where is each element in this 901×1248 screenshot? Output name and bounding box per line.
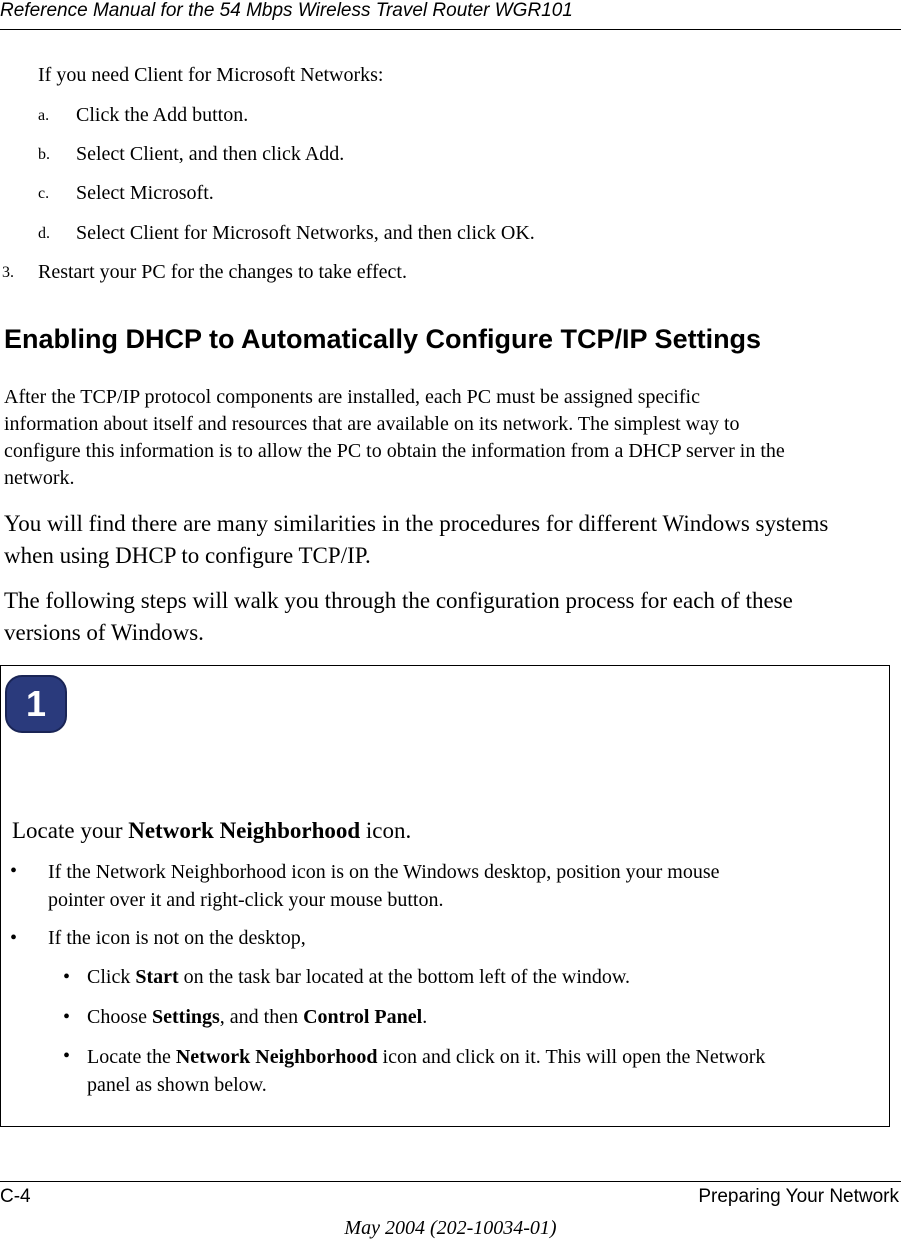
running-header-title: Reference Manual for the 54 Mbps Wireless Travel Router WGR101: [0, 0, 573, 21]
substep-c-marker: c.: [38, 185, 50, 202]
sub3-line-1: [87, 1043, 765, 1071]
locate-post: icon.: [360, 818, 412, 843]
sub2-post: .: [422, 1006, 428, 1028]
paragraph-similarities: [4, 508, 828, 572]
chapter-title: Preparing Your Network: [698, 1186, 899, 1207]
sub2-mid: , and then: [219, 1006, 304, 1028]
sub-bullet-network-neighborhood: [87, 1043, 765, 1099]
sub3-bold: Network Neighborhood: [175, 1046, 378, 1068]
sub3-pre: Locate the: [87, 1046, 176, 1068]
sub2-bold2: Control Panel: [303, 1006, 423, 1028]
sub-bullet-marker: •: [63, 966, 71, 988]
sub-bullet-settings: [87, 1006, 427, 1029]
header-divider: [0, 29, 901, 30]
step-3-marker: 3.: [2, 264, 14, 281]
substep-a-marker: a.: [38, 107, 50, 124]
sub-bullet-marker: •: [63, 1045, 71, 1067]
section-heading: Enabling DHCP to Automatically Configure TCP/IP Settings: [4, 324, 762, 354]
substep-c-text: Select Microsoft.: [76, 182, 214, 204]
footer-divider: [0, 1181, 901, 1182]
step-number-badge: [5, 675, 67, 733]
sub1-pre: Click: [87, 966, 136, 988]
locate-bold: Network Neighborhood: [128, 818, 361, 843]
sub1-bold: Start: [135, 966, 179, 988]
substep-b-marker: b.: [38, 146, 50, 163]
sub2-pre: Choose: [87, 1006, 152, 1028]
sub3-post: icon and click on it. This will open the Network: [377, 1046, 766, 1068]
paragraph-line: After the TCP/IP protocol components are installed, each PC must be assigned specific: [4, 386, 700, 408]
sub3-line-2: panel as shown below.: [87, 1074, 267, 1096]
paragraph-dhcp-intro: [4, 384, 785, 492]
bullet-not-desktop-text: If the icon is not on the desktop,: [48, 927, 306, 949]
paragraph-line: configure this information is to allow the PC to obtain the information from a DHCP server in the: [4, 440, 785, 462]
sub-bullet-marker: •: [63, 1006, 71, 1028]
paragraph-line: network.: [4, 467, 75, 489]
substep-a-text: Click the Add button.: [76, 104, 249, 126]
paragraph-following-steps: [4, 585, 793, 649]
step-3-text: Restart your PC for the changes to take effect.: [38, 261, 407, 283]
substep-d-text: Select Client for Microsoft Networks, and then click OK.: [76, 222, 535, 244]
substep-d-marker: d.: [38, 225, 50, 242]
intro-lead: If you need Client for Microsoft Networks:: [38, 64, 384, 86]
locate-instruction: [12, 818, 411, 844]
bullet-desktop-text: [48, 858, 720, 914]
sub1-post: on the task bar located at the bottom left of the window.: [178, 966, 631, 988]
bullet-marker: •: [10, 860, 18, 882]
bullet-line: pointer over it and right-click your mouse button.: [48, 889, 444, 911]
bullet-marker: •: [10, 927, 18, 949]
paragraph-line: The following steps will walk you through the configuration process for each of these: [4, 588, 793, 613]
locate-pre: Locate your: [12, 818, 129, 843]
paragraph-line: versions of Windows.: [4, 620, 204, 645]
paragraph-line: You will find there are many similarities in the procedures for different Windows systems: [4, 511, 829, 536]
substep-b-text: Select Client, and then click Add.: [76, 143, 345, 165]
paragraph-line: information about itself and resources that are available on its network. The simplest way to: [4, 413, 740, 435]
bullet-line: If the Network Neighborhood icon is on the Windows desktop, position your mouse: [48, 861, 720, 883]
step-number: 1: [25, 683, 47, 724]
sub2-bold1: Settings: [152, 1006, 220, 1028]
paragraph-line: when using DHCP to configure TCP/IP.: [4, 543, 371, 568]
page-number: C-4: [0, 1186, 31, 1207]
publication-date: May 2004 (202-10034-01): [344, 1217, 557, 1239]
sub-bullet-start: [87, 966, 630, 989]
